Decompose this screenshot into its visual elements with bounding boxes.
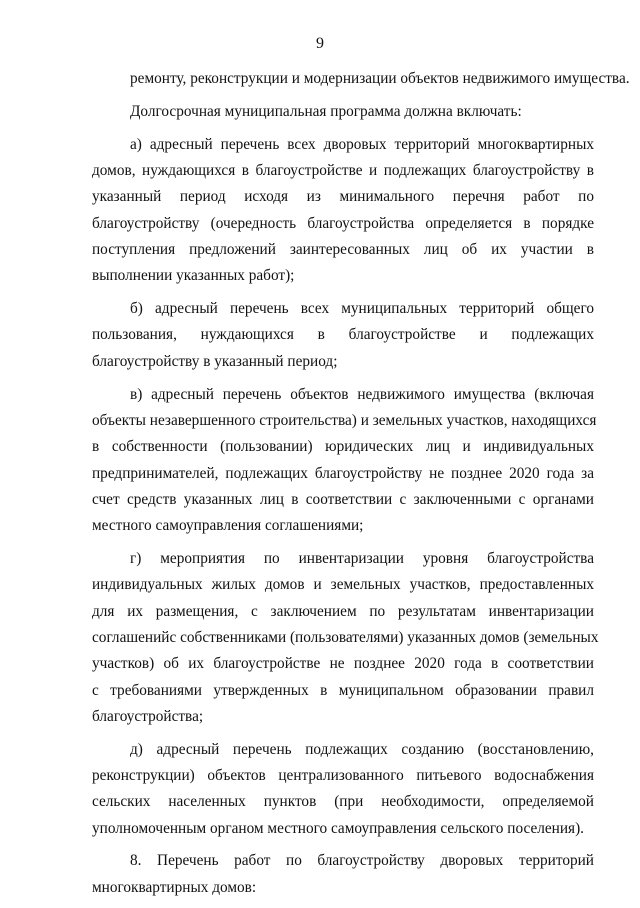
paragraph [92, 66, 630, 92]
text-line: объекты незавершенного строительства) и земельных участков, находящихся [92, 411, 597, 429]
text-line: сельских населенных пунктов (при необходимости, определяемой [92, 793, 594, 811]
text-line: указанный период исходя из минимального перечня работ по [92, 188, 594, 206]
text-line: а) адресный перечень всех дворовых территорий многоквартирных [130, 135, 594, 153]
text-line: соглашенийс собственниками (пользователями) указанных домов (земельных [92, 628, 599, 646]
text-line: поступления предложений заинтересованных лиц об их участии в [92, 240, 594, 258]
text-line: домов, нуждающихся в благоустройстве и подлежащих благоустройству в [92, 162, 594, 180]
text-line: б) адресный перечень всех муниципальных территорий общего [130, 300, 594, 318]
paragraph [92, 382, 597, 540]
text-line: благоустройству в указанный период; [92, 352, 338, 370]
text-line: предпринимателей, подлежащих благоустройству не позднее 2020 года за [92, 464, 594, 482]
text-line: благоустройству (очередность благоустройства определяется в порядке [92, 214, 594, 232]
paragraph [92, 99, 594, 125]
text-line: реконструкции) объектов централизованного питьевого водоснабжения [92, 766, 594, 784]
text-line: с требованиями утвержденных в муниципальном образовании правил [92, 681, 594, 699]
text-line: многоквартирных домов: [92, 878, 257, 896]
text-line: счет средств указанных лиц в соответствии с заключенными с органами [92, 490, 594, 508]
paragraph [92, 737, 594, 842]
text-line: участков) об их благоустройстве не позднее 2020 года в соответствии [92, 655, 594, 673]
document-body [92, 66, 630, 908]
text-line: д) адресный перечень подлежащих созданию (восстановлению, [130, 740, 594, 758]
text-line: выполнении указанных работ); [92, 267, 295, 285]
text-line: пользования, нуждающихся в благоустройстве и подлежащих [92, 326, 594, 344]
text-line: для их размещения, с заключением по результатам инвентаризации [92, 602, 594, 620]
paragraph [92, 848, 594, 901]
text-line: индивидуальных жилых домов и земельных участков, предоставленных [92, 576, 594, 594]
paragraph [92, 546, 599, 730]
text-line: местного самоуправления соглашениями; [92, 517, 364, 535]
text-line: уполномоченным органом местного самоуправления сельского поселения). [92, 819, 584, 837]
text-line: в) адресный перечень объектов недвижимого имущества (включая [130, 385, 594, 403]
paragraph [92, 132, 594, 290]
text-line: Долгосрочная муниципальная программа должна включать: [130, 102, 522, 120]
text-line: 8. Перечень работ по благоустройству дворовых территорий [130, 852, 594, 870]
paragraph [92, 296, 594, 375]
text-line: г) мероприятия по инвентаризации уровня благоустройства [130, 550, 594, 568]
text-line: ремонту, реконструкции и модернизации объектов недвижимого имущества. [130, 70, 630, 87]
page-number: 9 [316, 35, 324, 52]
text-line: благоустройства; [92, 707, 204, 725]
text-line: в собственности (пользовании) юридических лиц и индивидуальных [92, 438, 594, 456]
